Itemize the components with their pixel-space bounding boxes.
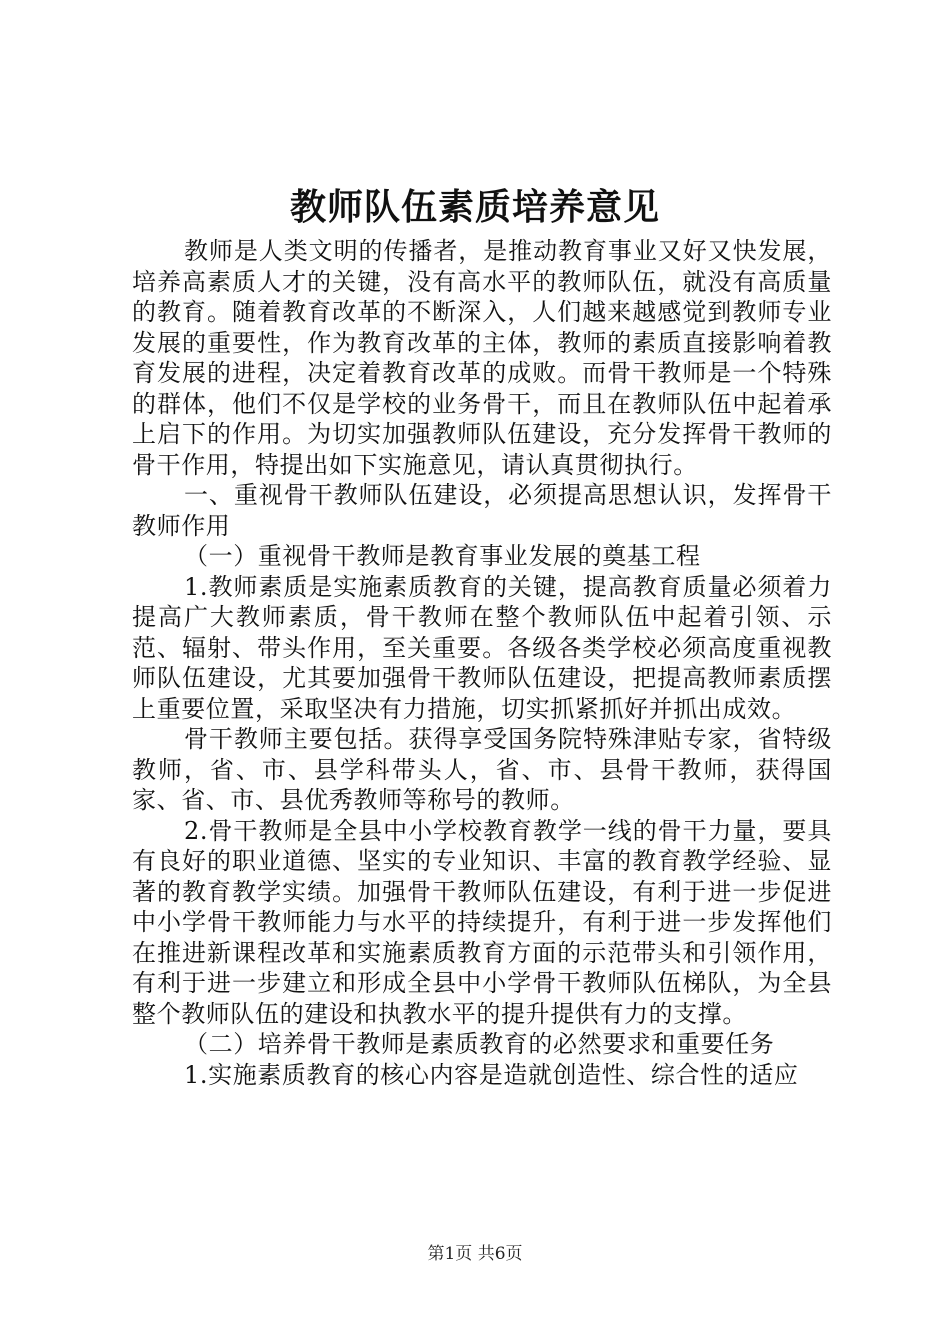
page-footer: 第1页 共6页 <box>427 1244 523 1264</box>
intro-paragraph: 教师是人类文明的传播者，是推动教育事业又好又快发展，培养高素质人才的关键，没有高水平的教师队伍，就没有高质量的教育。随着教育改革的不断深入，人们越来越感觉到教师专业发展的重要性，作为教育改革的主体，教师的素质直接影响着教育发展的进程，决定着教育改革的成败。而骨干教师是一个特殊的群体，他们不仅是学校的业务骨干，而且在教师队伍中起着承上启下的作用。为切实加强教师队伍建设，充分发挥骨干教师的骨干作用，特提出如下实施意见，请认真贯彻执行。 <box>132 237 832 479</box>
document-body <box>132 236 832 1090</box>
document-title: 教师队伍素质培养意见 <box>289 187 660 228</box>
paragraph-item-2: 2.骨干教师是全县中小学校教育教学一线的骨干力量，要具有良好的职业道德、坚实的专业知识、丰富的教育教学经验、显著的教育教学实绩。加强骨干教师队伍建设，有利于进一步促进中小学骨干教师能力与水平的持续提升，有利于进一步发挥他们在推进新课程改革和实施素质教育方面的示范带头和引领作用，有利于进一步建立和形成全县中小学骨干教师队伍梯队，为全县整个教师队伍的建设和执教水平的提升提供有力的支撑。 <box>132 816 832 1028</box>
subsection-heading-1: （一）重视骨干教师是教育事业发展的奠基工程 <box>184 542 701 570</box>
subsection-heading-2: （二）培养骨干教师是素质教育的必然要求和重要任务 <box>184 1030 775 1058</box>
paragraph-backbone-teachers: 骨干教师主要包括。获得享受国务院特殊津贴专家，省特级教师，省、市、县学科带头人，省、市、县骨干教师，获得国家、省、市、县优秀教师等称号的教师。 <box>132 725 832 814</box>
paragraph-item-2-1: 1.实施素质教育的核心内容是造就创造性、综合性的适应 <box>184 1060 799 1089</box>
paragraph-item-1: 1.教师素质是实施素质教育的关键，提高教育质量必须着力提高广大教师素质，骨干教师在整个教师队伍中起着引领、示范、辐射、带头作用，至关重要。各级各类学校必须高度重视教师队伍建设，尤其要加强骨干教师队伍建设，把提高教师素质摆上重要位置，采取坚决有力措施，切实抓紧抓好并抓出成效。 <box>132 572 832 723</box>
section-heading-1: 一、重视骨干教师队伍建设，必须提高思想认识，发挥骨干教师作用 <box>132 481 832 540</box>
